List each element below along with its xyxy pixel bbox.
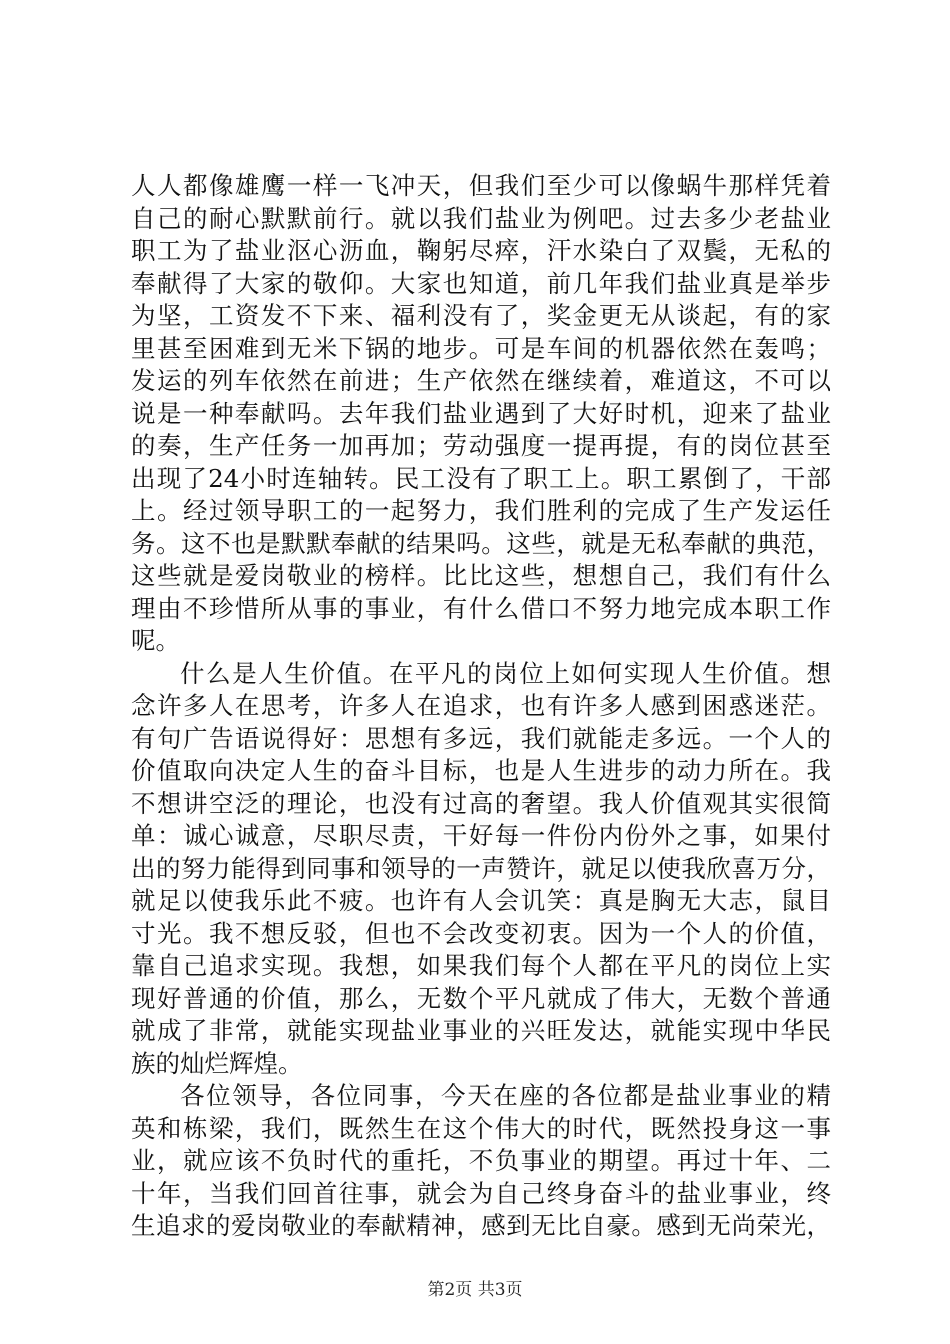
text-line: 单：诚心诚意，尽职尽责，干好每一件份内份外之事，如果付	[131, 821, 831, 850]
text-line: 说是一种奉献吗。去年我们盐业遇到了大好时机，迎来了盐业	[131, 398, 831, 428]
text-line: 上。经过领导职工的一起努力，我们胜利的完成了生产发运任	[131, 496, 831, 525]
text-line: 十年，当我们回首往事，就会为自己终身奋斗的盐业事业，终	[131, 1178, 831, 1208]
text-line: 族的灿烂辉煌。	[131, 1048, 303, 1078]
text-line: 价值取向决定人生的奋斗目标，也是人生进步的动力所在。我	[131, 756, 831, 785]
text-line: 不想讲空泛的理论，也没有过高的奢望。我人价值观其实很简	[131, 788, 831, 818]
text-line: 英和栋梁，我们，既然生在这个伟大的时代，既然投身这一事	[131, 1113, 831, 1143]
text-line: 出的努力能得到同事和领导的一声赞许，就足以使我欣喜万分，	[131, 853, 831, 883]
text-line: 理由不珍惜所从事的事业，有什么借口不努力地完成本职工作	[131, 593, 831, 623]
text-line: 业，就应该不负时代的重托，不负事业的期望。再过十年、二	[131, 1146, 831, 1175]
text-line: 职工为了盐业沤心沥血，鞠躬尽瘁，汗水染白了双鬓，无私的	[131, 236, 831, 265]
text-line: 里甚至困难到无米下锅的地步。可是车间的机器依然在轰鸣；	[131, 333, 831, 363]
text-line: 出现了24小时连轴转。民工没有了职工上。职工累倒了，干部	[131, 463, 831, 493]
text-line: 寸光。我不想反驳，但也不会改变初衷。因为一个人的价值，	[131, 918, 831, 948]
text-line: 有句广告语说得好：思想有多远，我们就能走多远。一个人的	[131, 723, 831, 753]
page-number-footer: 第2页 共3页	[427, 1280, 523, 1300]
text-line: 奉献得了大家的敬仰。大家也知道，前几年我们盐业真是举步	[131, 268, 831, 298]
text-line: 念许多人在思考，许多人在追求，也有许多人感到困惑迷茫。	[131, 691, 831, 720]
text-line: 呢。	[131, 626, 180, 655]
text-line: 就足以使我乐此不疲。也许有人会讥笑：真是胸无大志，鼠目	[131, 886, 831, 915]
text-line: 各位领导，各位同事，今天在座的各位都是盐业事业的精	[180, 1081, 831, 1110]
text-line: 生追求的爱岗敬业的奉献精神，感到无比自豪。感到无尚荣光，	[131, 1211, 831, 1240]
text-line: 的奏，生产任务一加再加；劳动强度一提再提，有的岗位甚至	[131, 431, 831, 460]
body-text	[131, 170, 831, 1243]
text-line: 人人都像雄鹰一样一飞冲天，但我们至少可以像蜗牛那样凭着	[131, 171, 831, 200]
text-line: 自己的耐心默默前行。就以我们盐业为例吧。过去多少老盐业	[131, 203, 831, 233]
text-line: 就成了非常，就能实现盐业事业的兴旺发达，就能实现中华民	[131, 1016, 831, 1045]
text-line: 为坚，工资发不下来、福利没有了，奖金更无从谈起，有的家	[131, 301, 831, 330]
text-line: 现好普通的价值，那么，无数个平凡就成了伟大，无数个普通	[131, 983, 831, 1013]
text-line: 什么是人生价值。在平凡的岗位上如何实现人生价值。想	[180, 658, 831, 688]
text-line: 务。这不也是默默奉献的结果吗。这些，就是无私奉献的典范，	[131, 528, 831, 558]
text-line: 这些就是爱岗敬业的榜样。比比这些，想想自己，我们有什么	[131, 561, 831, 590]
text-line: 发运的列车依然在前进；生产依然在继续着，难道这，不可以	[131, 366, 831, 395]
text-line: 靠自己追求实现。我想，如果我们每个人都在平凡的岗位上实	[131, 951, 831, 980]
